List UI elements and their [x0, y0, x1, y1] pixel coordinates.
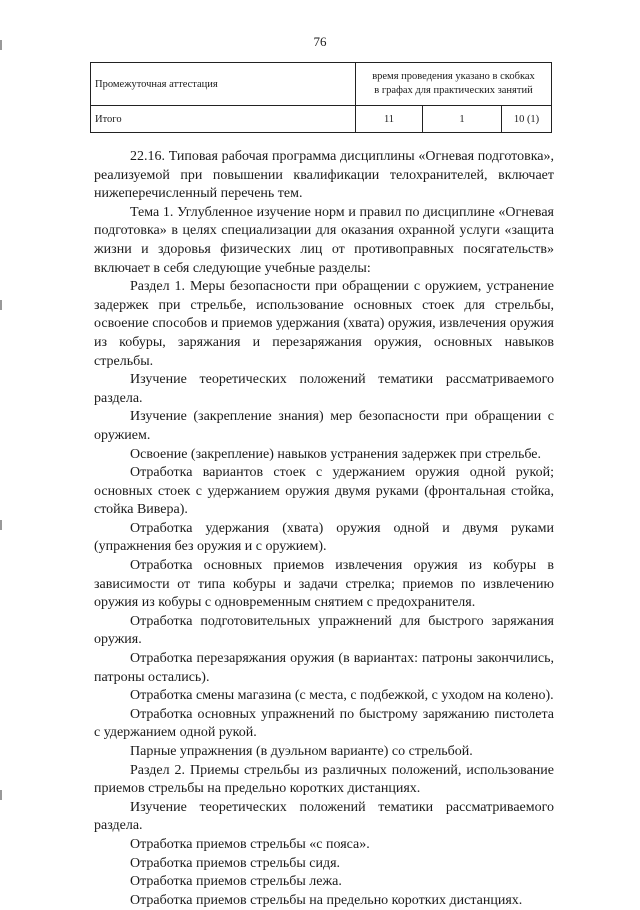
margin-mark [0, 520, 2, 530]
page-number: 76 [313, 34, 327, 49]
paragraph: Тема 1. Углубленное изучение норм и правил по дисциплине «Огневая подготовка» в целях специализации для оказания охранной услуги «защита жизни и здоровья физических лиц от противоправных посягательств» включает в себя следующие учебные разделы: [94, 204, 554, 276]
attestation-table [90, 62, 552, 133]
margin-mark [0, 790, 2, 800]
paragraph: Изучение теоретических положений тематики рассматриваемого раздела. [94, 799, 554, 834]
paragraph: Отработка приемов стрельбы на предельно коротких дистанциях. [130, 892, 523, 908]
paragraph: Изучение (закрепление знания) мер безопасности при обращении с оружием. [94, 409, 554, 443]
paragraph: Отработка удержания (хвата) оружия одной и двумя руками (упражнения без оружия и с оружием). [94, 520, 554, 555]
paragraph: Освоение (закрепление) навыков устранения задержек при стрельбе. [130, 446, 541, 462]
table-cell-note [356, 63, 552, 106]
note-line: в графах для практических занятий [374, 85, 533, 96]
paragraph: Раздел 2. Приемы стрельбы из различных положений, использование приемов стрельбы на предельно коротких дистанциях. [94, 762, 554, 797]
table-row [91, 63, 552, 106]
paragraph: Отработка основных упражнений по быстрому заряжанию пистолета с удержанием одной рукой. [94, 706, 554, 741]
paragraph: Отработка приемов стрельбы лежа. [130, 874, 342, 890]
table-cell-label: Итого [91, 106, 356, 133]
paragraph: Отработка приемов стрельбы «с пояса». [130, 836, 370, 852]
document-body [94, 148, 554, 910]
paragraph: Парные упражнения (в дуэльном варианте) со стрельбой. [130, 744, 473, 759]
note-line: время проведения указано в скобках [372, 71, 535, 82]
paragraph: Отработка перезаряжания оружия (в вариантах: патроны закончились, патроны остались). [94, 651, 554, 685]
paragraph: 22.16. Типовая рабочая программа дисциплины «Огневая подготовка», реализуемой при повышении квалификации телохранителей, включает нижеперечисленный перечень тем. [94, 149, 554, 202]
margin-mark [0, 300, 2, 310]
paragraph: Отработка приемов стрельбы сидя. [130, 855, 341, 871]
paragraph: Отработка основных приемов извлечения оружия из кобуры в зависимости от типа кобуры и задачи стрелка; приемов по извлечению оружия из кобуры с одновременным снятием с предохранителя. [94, 558, 554, 611]
table-cell-total: 11 [356, 106, 423, 133]
paragraph: Отработка вариантов стоек с удержанием оружия одной рукой; основных стоек с удержанием оружия двумя руками (фронтальная стойка, стойка Вивера). [94, 465, 554, 518]
paragraph: Отработка подготовительных упражнений для быстрого заряжания оружия. [94, 613, 554, 648]
scan-margin-marks [0, 0, 4, 906]
paragraph: Изучение теоретических положений тематики рассматриваемого раздела. [94, 372, 554, 406]
table-cell-label: Промежуточная аттестация [91, 63, 356, 106]
table-row [91, 106, 552, 133]
table-cell-theory: 1 [423, 106, 502, 133]
paragraph: Отработка смены магазина (с места, с подбежкой, с уходом на колено). [130, 688, 554, 704]
paragraph: Раздел 1. Меры безопасности при обращении с оружием, устранение задержек при стрельбе, использование основных стоек для стрельбы, освоение способов и приемов удержания (хвата) оружия, извлечения оружия из кобуры, заряжания и перезаряжания оружия, основных навыков стрельбы. [94, 279, 554, 369]
table-cell-practice: 10 (1) [502, 106, 552, 133]
